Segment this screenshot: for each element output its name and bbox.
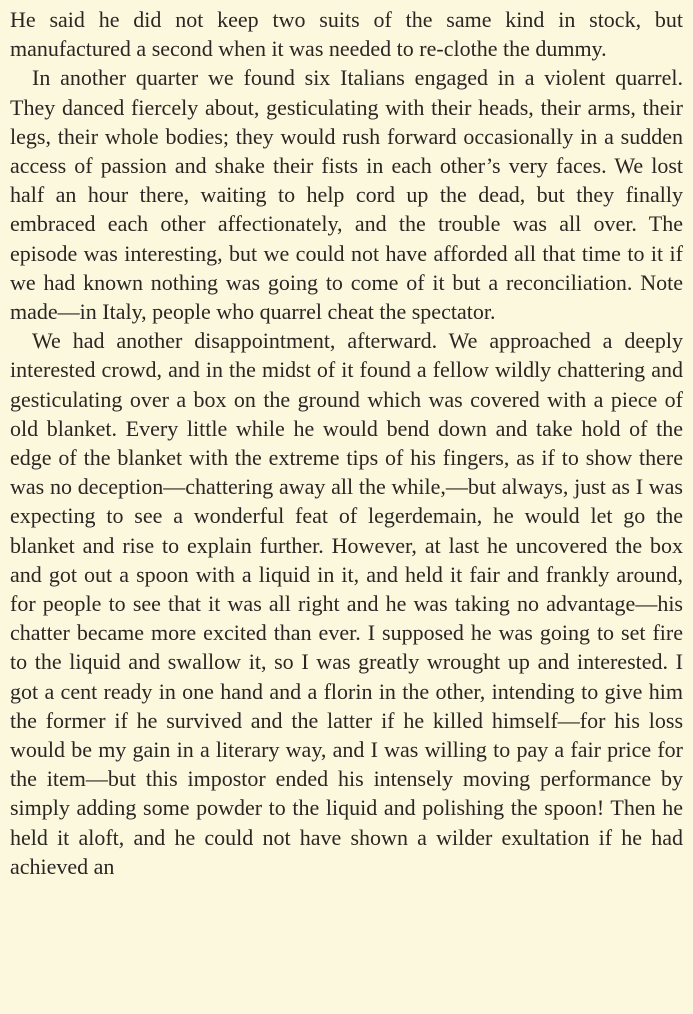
- paragraph-dummy-suits: He said he did not keep two suits of the same kind in stock, but manufactured a second when it was needed to re-clothe the dummy.: [10, 7, 683, 62]
- paragraph-spoon-performer: We had another disappointment, afterward. We approached a deeply interested crowd, and in the midst of it found a fellow wildly chattering and gesticulating over a box on the ground which was covered with a piece of old blanket. Every little while he would bend down and take hold of the edge of the blanket with the extreme tips of his fingers, as if to show there was no deception—chattering away all the while,—but always, just as I was expecting to see a wonderful feat of legerdemain, he would let go the blanket and rise to explain further. However, at last he uncovered the box and got out a spoon with a liquid in it, and held it fair and frankly around, for people to see that it was all right and he was taking no advantage—his chatter became more excited than ever. I supposed he was going to set fire to the liquid and swallow it, so I was greatly wrought up and interested. I got a cent ready in one hand and a florin in the other, intending to give him the former if he survived and the latter if he killed himself—for his loss would be my gain in a literary way, and I was willing to pay a fair price for the item—but this impostor ended his intensely moving performance by simply adding some powder to the liquid and polishing the spoon! Then he held it aloft, and he could not have shown a wilder exultation if he had achieved an: [10, 328, 683, 879]
- paragraph-italians-quarrel: In another quarter we found six Italians engaged in a violent quarrel. They danced fiercely about, gesticulating with their heads, their arms, their legs, their whole bodies; they would rush forward occasionally in a sudden access of passion and shake their fists in each other’s very faces. We lost half an hour there, waiting to help cord up the dead, but they finally embraced each other affectionately, and the trouble was all over. The episode was interesting, but we could not have afforded all that time to it if we had known nothing was going to come of it but a reconciliation. Note made—in Italy, people who quarrel cheat the spectator.: [10, 65, 683, 325]
